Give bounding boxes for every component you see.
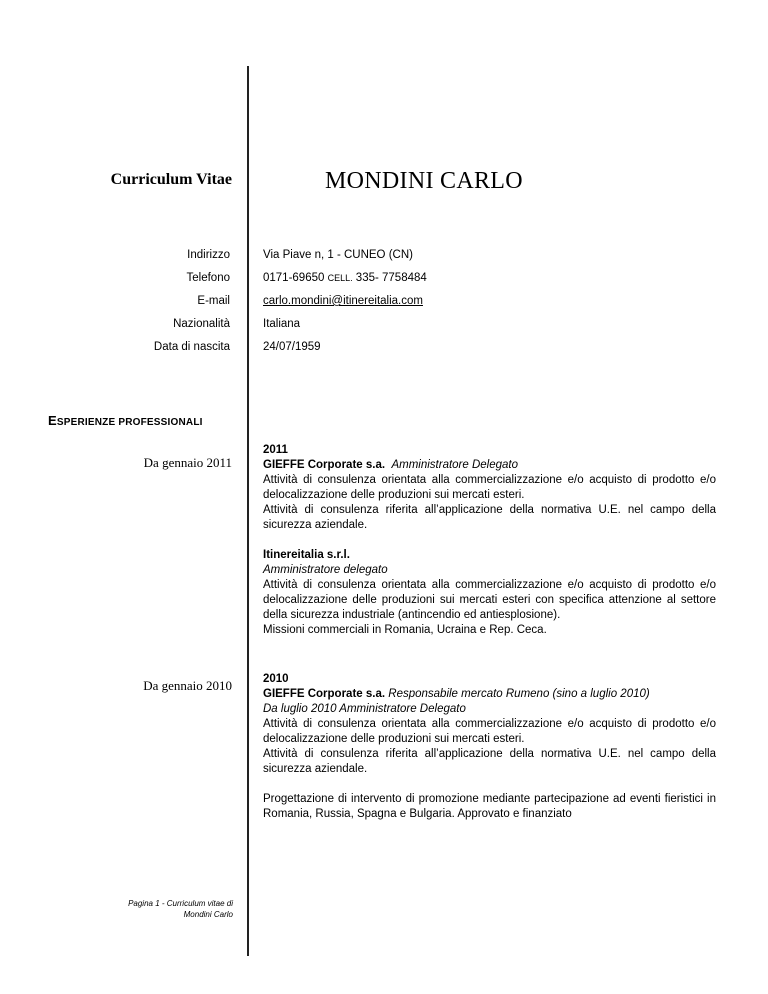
- info-label: E-mail: [197, 295, 230, 307]
- info-label: Data di nascita: [153, 341, 230, 353]
- person-name: MONDINI CARLO: [325, 168, 523, 194]
- section-title: [48, 413, 203, 428]
- entry-paragraph: Attività di consulenza orientata alla commercializzazione e/o acquisto di prodotto e/o delocalizzazione delle produzioni sui mercati esteri.: [263, 474, 716, 501]
- entry-role: Responsabile mercato Rumeno (sino a luglio 2010): [388, 688, 650, 700]
- info-row-nationality: [0, 318, 768, 336]
- mobile-number: 335- 7758484: [352, 272, 427, 284]
- info-value: [263, 272, 427, 284]
- info-value: Via Piave n, 1 - CUNEO (CN): [263, 249, 413, 261]
- entry-company-line: [263, 687, 716, 702]
- entry-company: Itinereitalia s.r.l.: [263, 549, 350, 561]
- info-row-address: [0, 249, 768, 267]
- entry-company-line: [263, 458, 716, 473]
- document-label: Curriculum Vitae: [110, 171, 232, 188]
- info-row-email: [0, 295, 768, 313]
- email-link[interactable]: carlo.mondini@itinereitalia.com: [263, 295, 423, 307]
- info-value: Italiana: [263, 318, 301, 330]
- entry-paragraph: Missioni commerciali in Romania, Ucraina e Rep. Ceca.: [263, 624, 547, 636]
- entry-paragraph: Attività di consulenza riferita all’applicazione della normativa U.E. nel campo della sicurezza aziendale.: [263, 748, 716, 775]
- entry-paragraph: Progettazione di intervento di promozione mediante partecipazione ad eventi fieristici in Romania, Russia, Spagna e Bulgaria. Approvato e finanziato: [263, 793, 716, 820]
- experience-entry: [263, 443, 716, 638]
- entry-role: Amministratore Delegato: [391, 459, 519, 471]
- footer-line: Pagina 1 - Curriculum vitae di: [128, 899, 233, 908]
- info-value: [263, 295, 423, 307]
- section-title-rest: SPERIENZE PROFESSIONALI: [56, 417, 203, 428]
- period-label: Da gennaio 2011: [143, 455, 232, 470]
- info-label: Telefono: [186, 272, 230, 284]
- section-title-cap: E: [48, 413, 57, 428]
- page-footer: [112, 898, 233, 920]
- info-row-birthdate: [0, 341, 768, 359]
- period-label: Da gennaio 2010: [143, 678, 232, 693]
- info-label: Indirizzo: [187, 249, 230, 261]
- phone-number: 0171-69650: [263, 272, 328, 284]
- entry-company: GIEFFE Corporate s.a.: [263, 459, 386, 471]
- entry-paragraph: Attività di consulenza orientata alla commercializzazione e/o acquisto di prodotto e/o delocalizzazione delle produzioni sui mercati esteri con specifica attenzione al settore della sicurezza industriale (antincendio ed antiesplosione).: [263, 579, 716, 621]
- spacer: [263, 777, 716, 792]
- spacer: [263, 533, 716, 548]
- entry-year: 2010: [263, 673, 289, 685]
- info-row-phone: [0, 272, 768, 290]
- entry-paragraph: Attività di consulenza orientata alla commercializzazione e/o acquisto di prodotto e/o delocalizzazione delle produzioni sui mercati esteri.: [263, 718, 716, 745]
- info-value: 24/07/1959: [263, 341, 321, 353]
- entry-role: Amministratore delegato: [263, 564, 388, 576]
- entry-paragraph: Attività di consulenza riferita all’applicazione della normativa U.E. nel campo della sicurezza aziendale.: [263, 504, 716, 531]
- footer-line: Mondini Carlo: [183, 910, 233, 919]
- vertical-divider: [247, 66, 249, 956]
- entry-year: 2011: [263, 444, 288, 456]
- entry-company: GIEFFE Corporate s.a.: [263, 688, 386, 700]
- entry-role: Da luglio 2010 Amministratore Delegato: [263, 703, 466, 715]
- cell-label: CELL.: [327, 273, 353, 283]
- info-label: Nazionalità: [173, 318, 230, 330]
- experience-entry: [263, 672, 716, 822]
